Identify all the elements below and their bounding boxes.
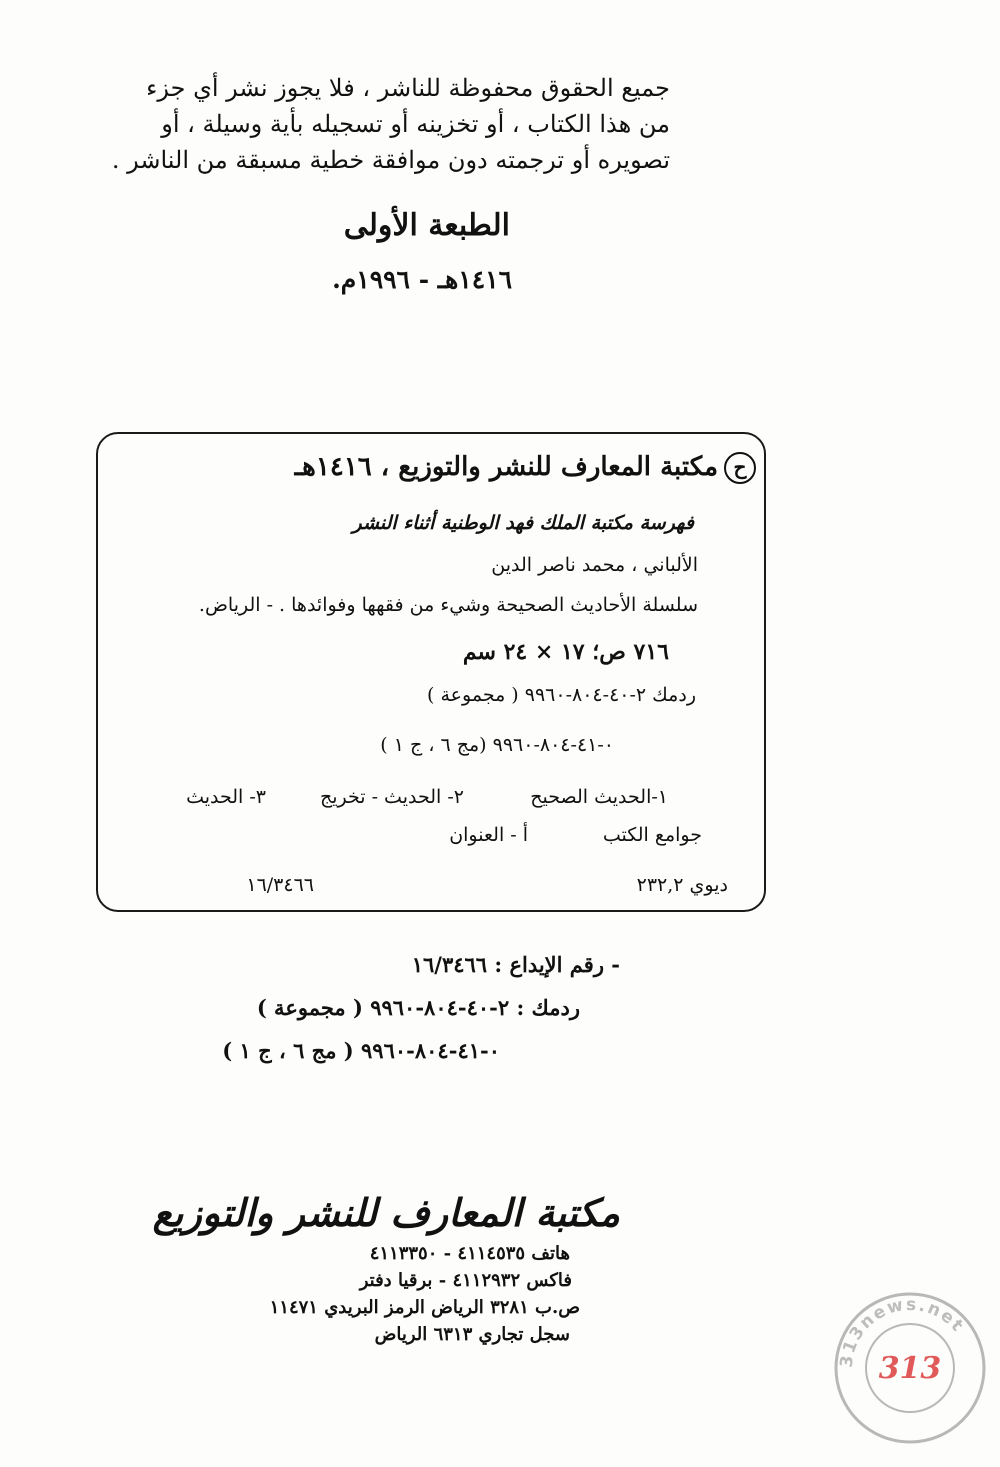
publisher-fax: فاكس ٤١١٢٩٣٢ - برقيا دفتر <box>359 1270 572 1291</box>
isbn-set: ردمك : ٢-٤٠-٨٠٤-٩٩٦٠ ( مجموعة ) <box>256 995 580 1020</box>
stamp-center-text: 313 <box>878 1351 942 1386</box>
card-subject-1: ١-الحديث الصحيح <box>530 786 668 808</box>
card-series-title: سلسلة الأحاديث الصحيحة وشيء من فقهها وفوائدها . - الرياض. <box>198 594 698 616</box>
card-author: الألباني ، محمد ناصر الدين <box>491 554 698 576</box>
edition-date: ١٤١٦هـ - ١٩٩٦م. <box>332 265 512 294</box>
card-subject-2: ٢- الحديث - تخريج <box>319 786 464 808</box>
circled-ha-icon: ح <box>724 452 756 484</box>
card-header: مكتبة المعارف للنشر والتوزيع ، ١٤١٦هـ <box>294 452 718 482</box>
edition-label: الطبعة الأولى <box>343 208 510 243</box>
stamp-ring-text: 313news.net <box>836 1294 969 1369</box>
card-subject-3: ٣- الحديث <box>186 786 266 808</box>
isbn-volume: ٠-٤١-٨٠٤-٩٩٦٠ ( مج ٦ ، ج ١ ) <box>222 1038 500 1063</box>
cataloging-card <box>96 432 766 912</box>
card-collection: جوامع الكتب <box>602 824 702 846</box>
deposit-number: - رقم الإيداع : ١٦/٣٤٦٦ <box>411 952 620 977</box>
card-dewey-number: ديوي ٢٣٢,٢ <box>636 874 728 896</box>
publisher-name: مكتبة المعارف للنشر والتوزيع <box>152 1190 620 1235</box>
copyright-line-1: جميع الحقوق محفوظة للناشر ، فلا يجوز نشر أي جزء <box>146 74 670 102</box>
card-physical-description: ٧١٦ ص؛ ١٧ × ٢٤ سم <box>462 639 669 665</box>
card-deposit-number: ١٦/٣٤٦٦ <box>246 874 314 896</box>
card-isbn-set: ردمك ٢-٤٠-٨٠٤-٩٩٦٠ ( مجموعة ) <box>427 684 696 706</box>
publisher-po-box: ص.ب ٣٢٨١ الرياض الرمز البريدي ١١٤٧١ <box>269 1297 580 1318</box>
card-title-entry: أ - العنوان <box>449 824 528 846</box>
publisher-phone: هاتف ٤١١٤٥٣٥ - ٤١١٣٣٥٠ <box>369 1243 570 1264</box>
copyright-line-3: تصويره أو ترجمته دون موافقة خطية مسبقة من الناشر . <box>111 146 670 174</box>
copyright-line-2: من هذا الكتاب ، أو تخزينه أو تسجيله بأية وسيلة ، أو <box>161 110 670 138</box>
publisher-commercial-register: سجل تجاري ٦٣١٣ الرياض <box>374 1324 570 1345</box>
card-isbn-volume: ٠-٤١-٨٠٤-٩٩٦٠ (مج ٦ ، ج ١ ) <box>380 734 614 756</box>
copyright-notice <box>111 70 670 178</box>
card-subtitle: فهرسة مكتبة الملك فهد الوطنية أثناء النشر <box>352 512 694 534</box>
watermark-stamp-icon <box>832 1290 988 1446</box>
